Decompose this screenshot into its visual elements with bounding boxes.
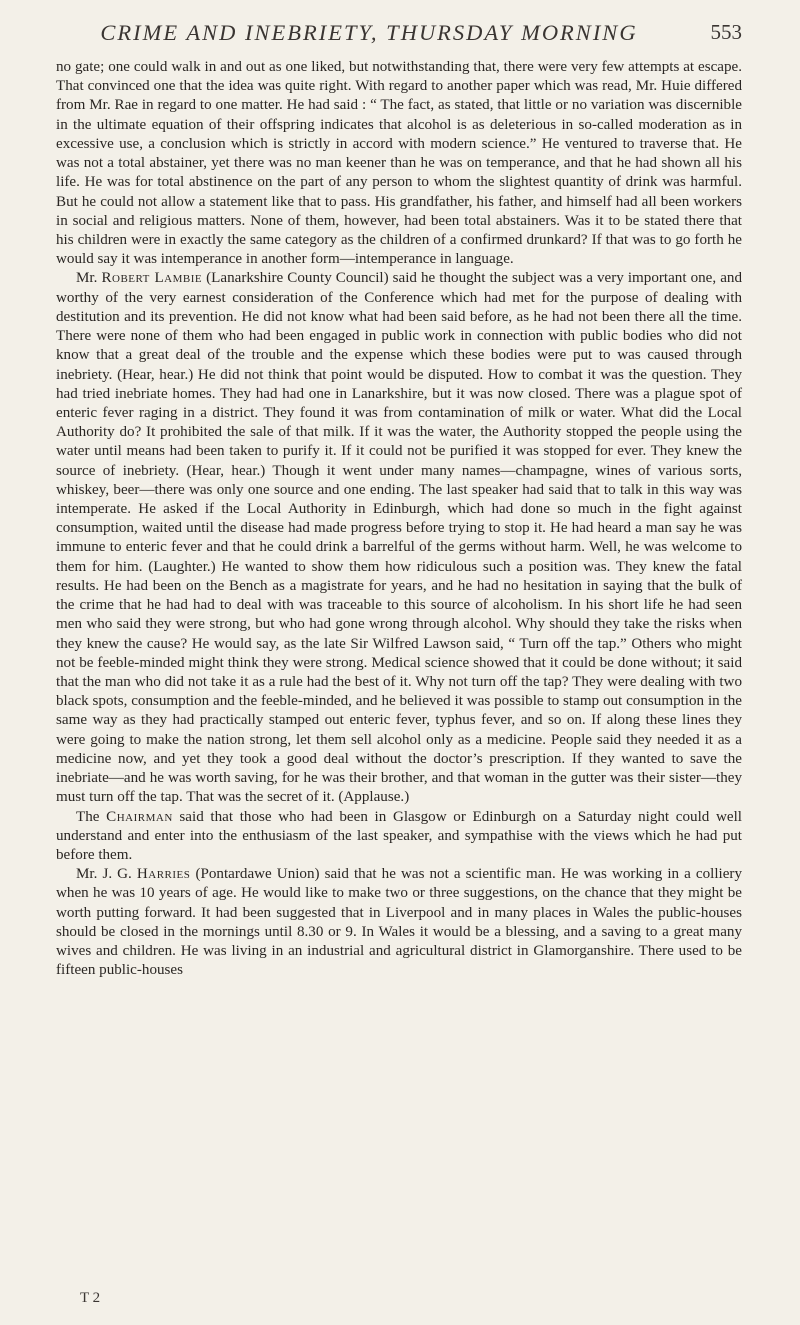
body-text	[56, 58, 742, 981]
speaker-prefix: The	[76, 808, 107, 825]
page-number: 553	[710, 20, 742, 44]
speaker-name: Robert Lambie	[101, 270, 203, 287]
running-head: CRIME AND INEBRIETY, THURSDAY MORNING	[100, 20, 638, 45]
speaker-name: Harries	[136, 866, 191, 883]
paragraph-3	[56, 808, 742, 866]
paragraph-2	[56, 269, 742, 807]
paragraph-4	[56, 865, 742, 980]
page-header	[56, 20, 742, 50]
speaker-prefix: Mr.	[76, 270, 102, 287]
paragraph-text: said that those who had been in Glasgow or Edinburgh on a Saturday night could well understand and enter into the enthusiasm of the last speaker, and sympathise with the views which he had put before them.	[56, 808, 742, 863]
paragraph-text: (Lanarkshire County Council) said he thought the subject was a very important one, and worthy of the very earnest consideration of the Conference which had met for the purpose of dealing with destitution and its prevention. He did not know what had been said before, as he had not been there all the time. There were none of them who had been engaged in public work in connection with public bodies who did not know that a great deal of the trouble and the expense which these bodies were put to was caused through inebriety. (Hear, hear.) He did not think that point would be disputed. How to combat it was the question. They had tried inebriate homes. They had had one in Lanarkshire, but it was now closed. There was a plague spot of enteric fever raging in a district. They found it was from contamination of milk or water. What did the Local Authority do? It prohibited the sale of that milk. If it was the water, the Authority stopped the people using the water until means had been taken to purify it. If it could not be purified it was stopped for ever. They knew the source of inebriety. (Hear, hear.) Though it went under many names—champagne, wines of various sorts, whiskey, beer—there was only one source and one ending. The last speaker had said that to talk in this way was intemperate. He asked if the Local Authority in Edinburgh, which had done so much in the fight against consumption, waited until the disease had made progress before trying to stop it. He had heard a man say he was immune to enteric fever and that he could drink a barrelful of the germs without harm. Well, he was welcome to them for him. (Laughter.) He wanted to show them how ridiculous such a position was. They knew the fatal results. He had been on the Bench as a magistrate for years, and he had no hesitation in saying that the bulk of the crime that he had had to deal with was traceable to this source of alcoholism. In his short life he had seen men who said they were strong, but who had gone wrong through alcohol. Why should they take the risks when they knew the cause? He would say, as the late Sir Wilfred Lawson said, “ Turn off the tap.” Others who might not be feeble-minded might think they were strong. Medical science showed that it could be done without; it said that the man who did not take it as a rule had the best of it. Why not turn off the tap? They were dealing with two black spots, consumption and the feeble-minded, and he believed it was possible to stamp out consumption in the same way as they had practically stamped out enteric fever, typhus fever, and so on. If along these lines they were going to make the nation strong, let them sell alcohol only as a medicine. People said they needed it as a medicine now, and yet they took a good deal without the doctor’s prescription. If they wanted to save the inebriate—and he was worth saving, for he was their brother, and that woman in the gutter was their sister—they must turn off the tap. That was the secret of it. (Applause.)	[56, 270, 742, 806]
speaker-prefix: Mr. J. G.	[76, 866, 137, 883]
paragraph-text: no gate; one could walk in and out as one liked, but notwithstanding that, there were very few attempts at escape. That convinced one that the idea was quite right. With regard to another paper which was read, Mr. Huie differed from Mr. Rae in regard to one matter. He had said : “ The fact, as stated, that little or no variation was discernible in the ultimate equation of their offspring indicates that alcohol is as deleterious in so-called moderation as in excessive use, a conclusion which is strictly in accord with modern science.” He ventured to traverse that. He was not a total abstainer, yet there was no man keener than he was on temperance, and that he had shown all his life. He was for total abstinence on the part of any person to whom the slightest quantity of drink was harmful. But he could not allow a statement like that to pass. His grandfather, his father, and himself had all been workers in social and religious matters. None of them, however, had been total abstainers. Was it to be stated there that his children were in exactly the same category as the children of a confirmed drunkard? If that was to go forth he would say it was intemperance in another form—intemperance in language.	[56, 59, 742, 268]
signature-mark: T 2	[80, 1290, 101, 1306]
speaker-name: Chairman	[106, 808, 173, 825]
paragraph-text: (Pontardawe Union) said that he was not a scientific man. He was working in a colliery when he was 10 years of age. He would like to make two or three suggestions, on the chance that they might be worth putting forward. It had been suggested that in Liverpool and in many places in Wales the public-houses should be closed in the mornings until 8.30 or 9. In Wales it would be a blessing, and a saving to a great many wives and children. He was living in an industrial and agricultural district in Glamorganshire. There used to be fifteen public-houses	[56, 866, 742, 979]
paragraph-1	[56, 58, 742, 269]
